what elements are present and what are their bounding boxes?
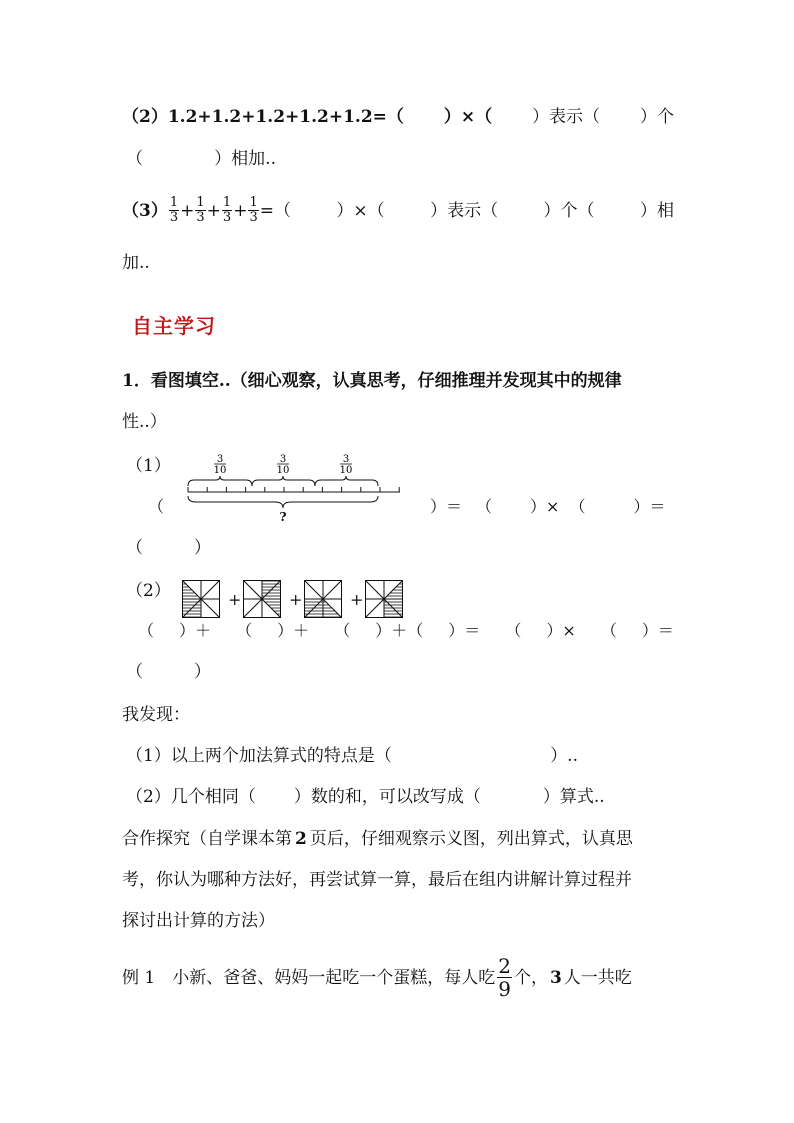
numerator: 2 (498, 954, 511, 978)
text: 2 (295, 829, 307, 849)
task1-q2-row (138, 620, 674, 642)
brace (252, 476, 315, 486)
fraction-square-4 (365, 580, 403, 618)
question-mark: ? (279, 510, 287, 524)
numerator: 1 (222, 195, 232, 210)
plus-sign: + (289, 590, 303, 609)
segment-label-denominator: 10 (339, 465, 353, 476)
fraction (248, 196, 258, 225)
denominator: 9 (498, 977, 511, 1001)
intro-q3-line2: 加.. (122, 253, 150, 273)
segment-label-denominator: 10 (276, 465, 290, 476)
fraction (169, 196, 179, 225)
denominator: 3 (222, 210, 232, 225)
numerator: 1 (196, 195, 205, 210)
numerator: 1 (249, 195, 258, 210)
task1-line2: 性..） (122, 412, 167, 432)
number-line-diagram (180, 450, 410, 530)
fraction-square-2 (243, 580, 281, 618)
intro-q2-line2 (126, 148, 276, 170)
text: ）× (546, 621, 576, 640)
text: ）＋ (179, 621, 212, 640)
text: （ (505, 621, 522, 640)
text: （ (148, 497, 165, 516)
fraction (222, 196, 232, 225)
section-title: 自主学习 (132, 314, 216, 338)
text: （2）1.2+1.2+1.2+1.2+1.2=（ (122, 107, 404, 127)
cooperate-line2: 考，你认为哪种方法好，再尝试算一算，最后在组内讲解计算过程并 (122, 870, 632, 890)
text: ）表示（ (430, 200, 499, 221)
text: 合作探究（自学课本第 (122, 829, 292, 849)
fraction-square-3 (304, 580, 342, 618)
q3-expression: （3） $\frac{1}{3}$ + $\frac{1}{3}$ + $\frac{1}{3}$ + $\frac{1}{3}$ =（ (122, 195, 291, 225)
text: （3） (122, 200, 168, 221)
text: ）×（ (443, 107, 493, 127)
text: ）＝ (641, 621, 674, 640)
text: ）＋ (277, 621, 310, 640)
segment-label-numerator: 3 (279, 454, 287, 465)
numerator: 1 (169, 195, 179, 210)
text: （ (600, 621, 617, 640)
text: （ (138, 621, 155, 640)
text: 例 1 小新、爸爸、妈妈一起吃一个蛋糕，每人吃 (122, 967, 496, 988)
text: 个， (513, 967, 548, 988)
fraction-square-1 (182, 580, 220, 618)
brace (315, 476, 378, 486)
text: （ (126, 149, 143, 169)
denominator: 3 (249, 210, 258, 225)
text: ）相 (639, 200, 674, 221)
text: ）数的和，可以改写成（ (293, 787, 481, 807)
text: ）表示（ (532, 107, 601, 127)
text: （2）几个相同（ (126, 787, 256, 807)
segment-label-denominator: 10 (213, 465, 227, 476)
task1-line1 (122, 370, 622, 392)
text: ）×（ (336, 200, 385, 221)
denominator: 3 (169, 210, 179, 225)
text: ）个（ (543, 200, 595, 221)
discover-title: 我发现： (122, 705, 190, 725)
text: ）＝ (633, 497, 666, 516)
text: ）.. (550, 746, 578, 766)
text: （ (569, 497, 586, 516)
text: ）相加.. (214, 149, 276, 169)
text: ）个 (640, 107, 674, 127)
plus-sign: + (228, 590, 242, 609)
task1-q1-row2: （ ） (126, 538, 211, 558)
text: （ (476, 497, 493, 516)
discover-item2 (126, 786, 642, 808)
text: 1．看图填空..（细心观察，认真思考，仔细推理并发现其中的规律 (122, 371, 622, 391)
text: （1）以上两个加法算式的特点是（ (126, 746, 392, 766)
task1-q1-row (148, 496, 674, 518)
text: ）算式.. (542, 787, 605, 807)
plus-sign: + (350, 590, 364, 609)
text: ）× (530, 497, 560, 516)
text: 页后，仔细观察示义图，列出算式，认真思 (309, 829, 633, 849)
cooperate-line3: 探讨出计算的方法） (122, 911, 275, 931)
text: 3 (549, 967, 562, 988)
fraction (195, 196, 205, 225)
fraction (497, 955, 512, 1000)
task1-q2-row2: （ ） (126, 662, 211, 682)
text: =（ (259, 200, 291, 221)
intro-q2-line1 (122, 106, 674, 128)
cooperate-line1 (122, 828, 633, 850)
text: ）＝ (448, 621, 481, 640)
segment-label-numerator: 3 (216, 454, 224, 465)
text: 人一共吃 (563, 967, 632, 988)
example-1 (122, 955, 632, 1000)
denominator: 3 (196, 210, 205, 225)
brace (188, 476, 252, 486)
task1-q1-label: （1） (126, 456, 171, 476)
discover-item1 (126, 745, 578, 767)
text: （ (236, 621, 253, 640)
text: ）＋（ (375, 621, 424, 640)
text: ）＝ (430, 497, 463, 516)
intro-q3-line1 (122, 196, 674, 225)
task1-q2-label: （2） (126, 581, 171, 601)
segment-label-numerator: 3 (342, 454, 350, 465)
text: （ (334, 621, 351, 640)
